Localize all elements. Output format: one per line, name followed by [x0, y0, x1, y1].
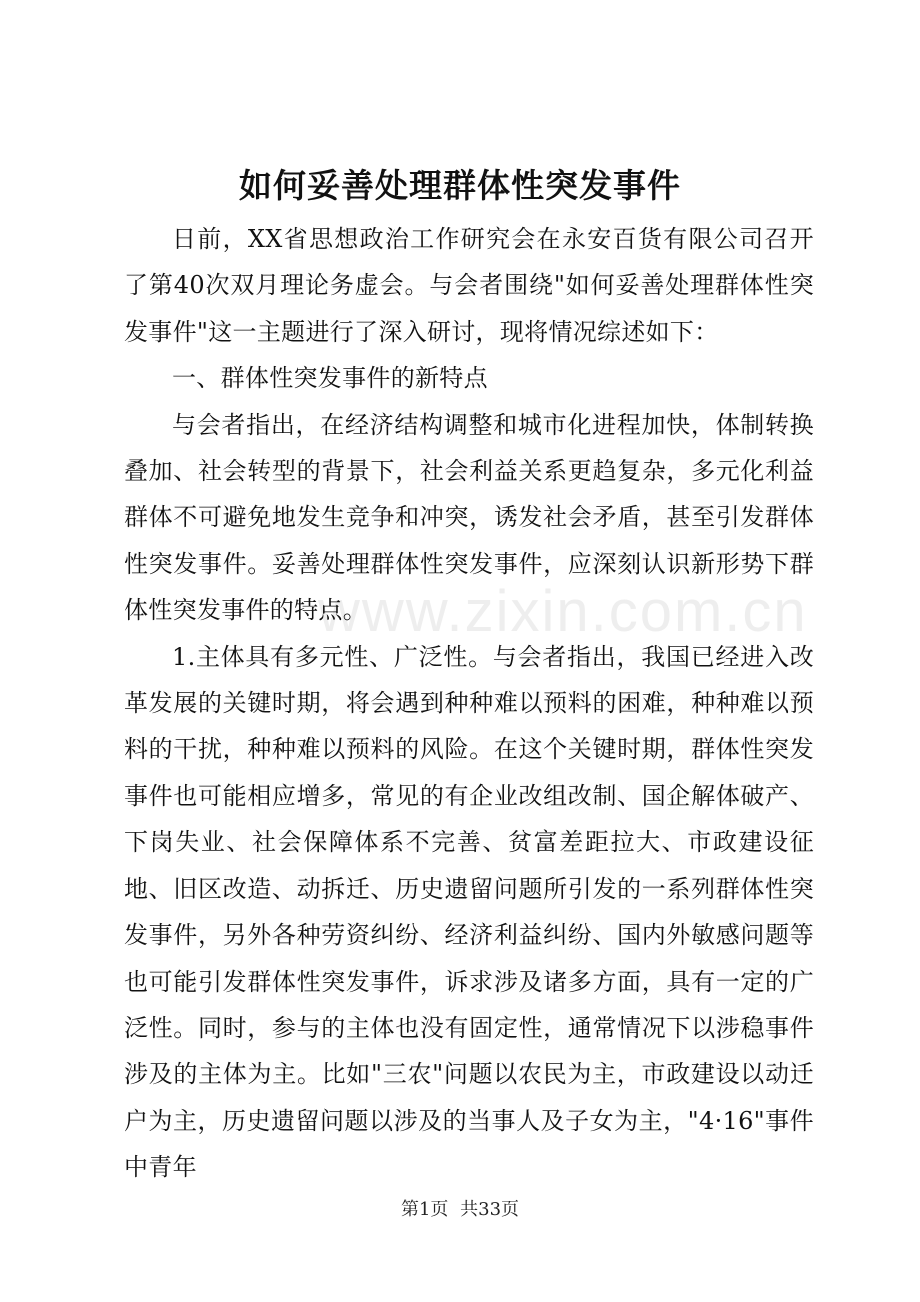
document-body	[124, 216, 814, 1191]
section-heading: 一、群体性突发事件的新特点	[172, 364, 488, 393]
paragraph-background: 与会者指出，在经济结构调整和城市化进程加快，体制转换叠加、社会转型的背景下，社会利益关系更趋复杂，多元化利益群体不可避免地发生竞争和冲突，诱发社会矛盾，甚至引发群体性突发事件。妥善处理群体性突发事件，应深刻认识新形势下群体性突发事件的特点。	[124, 410, 814, 625]
paragraph-point-1: 1.主体具有多元性、广泛性。与会者指出，我国已经进入改革发展的关键时期，将会遇到种种难以预料的困难，种种难以预料的干扰，种种难以预料的风险。在这个关键时期，群体性突发事件也可能相应增多，常见的有企业改组改制、国企解体破产、下岗失业、社会保障体系不完善、贫富差距拉大、市政建设征地、旧区改造、动拆迁、历史遗留问题所引发的一系列群体性突发事件，另外各种劳资纠纷、经济利益纠纷、国内外敏感问题等也可能引发群体性突发事件，诉求涉及诸多方面，具有一定的广泛性。同时，参与的主体也没有固定性，通常情况下以涉稳事件涉及的主体为主。比如"三农"问题以农民为主，市政建设以动迁户为主，历史遗留问题以涉及的当事人及子女为主，"4·16"事件中青年	[124, 642, 814, 1182]
page-number: 第1页	[400, 1199, 449, 1220]
page-footer	[0, 1197, 920, 1223]
paragraph-intro: 日前，XX省思想政治工作研究会在永安百货有限公司召开了第40次双月理论务虚会。与会者围绕"如何妥善处理群体性突发事件"这一主题进行了深入研讨，现将情况综述如下：	[124, 225, 814, 346]
page-total: 共33页	[460, 1199, 520, 1220]
document-title: 如何妥善处理群体性突发事件	[239, 166, 681, 205]
watermark: www.zixin.com.cn	[318, 579, 808, 644]
